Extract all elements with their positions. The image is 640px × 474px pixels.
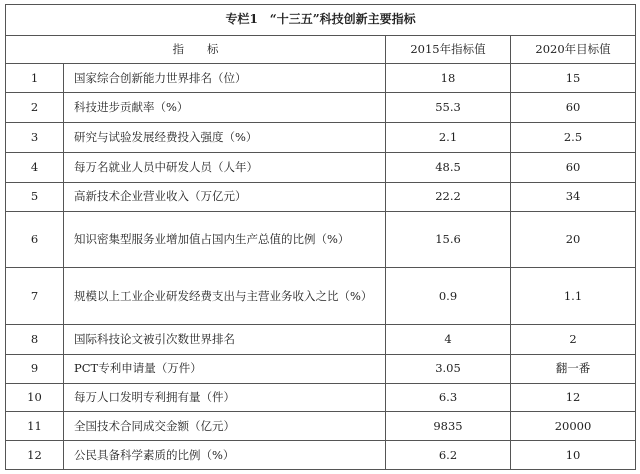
title-row	[6, 5, 636, 36]
row-indicator: 知识密集型服务业增加值占国内生产总值的比例（%）	[64, 211, 386, 268]
table-row	[6, 324, 636, 354]
row-value-2020: 2.5	[511, 123, 636, 153]
table-row	[6, 182, 636, 211]
row-value-2015: 55.3	[386, 93, 511, 123]
header-2015: 2015年指标值	[386, 35, 511, 63]
row-value-2015: 9835	[386, 412, 511, 441]
header-row	[6, 35, 636, 63]
row-value-2015: 6.3	[386, 383, 511, 412]
row-indicator: 国家综合创新能力世界排名（位）	[64, 63, 386, 93]
row-indicator: 研究与试验发展经费投入强度（%）	[64, 123, 386, 153]
header-2020: 2020年目标值	[511, 35, 636, 63]
table-row	[6, 153, 636, 183]
table-title: 专栏1 “十三五”科技创新主要指标	[6, 5, 636, 36]
row-number: 3	[6, 123, 64, 153]
table-row	[6, 412, 636, 441]
row-number: 9	[6, 354, 64, 383]
table-row	[6, 383, 636, 412]
row-indicator: 科技进步贡献率（%）	[64, 93, 386, 123]
row-number: 4	[6, 153, 64, 183]
row-indicator: PCT专利申请量（万件）	[64, 354, 386, 383]
row-value-2020: 60	[511, 93, 636, 123]
row-value-2020: 12	[511, 383, 636, 412]
row-number: 11	[6, 412, 64, 441]
row-value-2015: 6.2	[386, 441, 511, 470]
row-value-2015: 48.5	[386, 153, 511, 183]
row-value-2015: 3.05	[386, 354, 511, 383]
table-row	[6, 211, 636, 268]
row-number: 2	[6, 93, 64, 123]
row-value-2020: 20000	[511, 412, 636, 441]
row-number: 1	[6, 63, 64, 93]
row-value-2020: 34	[511, 182, 636, 211]
table-row	[6, 63, 636, 93]
row-value-2015: 15.6	[386, 211, 511, 268]
row-value-2015: 4	[386, 324, 511, 354]
row-number: 12	[6, 441, 64, 470]
row-value-2020: 15	[511, 63, 636, 93]
table-row	[6, 93, 636, 123]
row-value-2020: 1.1	[511, 268, 636, 325]
row-indicator: 每万名就业人员中研发人员（人年）	[64, 153, 386, 183]
indicators-table	[5, 4, 636, 470]
row-value-2020: 20	[511, 211, 636, 268]
row-indicator: 每万人口发明专利拥有量（件）	[64, 383, 386, 412]
row-indicator: 高新技术企业营业收入（万亿元）	[64, 182, 386, 211]
table-row	[6, 268, 636, 325]
row-value-2020: 翻一番	[511, 354, 636, 383]
table-row	[6, 123, 636, 153]
row-number: 10	[6, 383, 64, 412]
row-number: 8	[6, 324, 64, 354]
row-value-2015: 0.9	[386, 268, 511, 325]
row-number: 5	[6, 182, 64, 211]
row-indicator: 规模以上工业企业研发经费支出与主营业务收入之比（%）	[64, 268, 386, 325]
header-indicator: 指 标	[6, 35, 386, 63]
row-indicator: 全国技术合同成交金额（亿元）	[64, 412, 386, 441]
row-number: 7	[6, 268, 64, 325]
row-value-2015: 2.1	[386, 123, 511, 153]
row-value-2015: 18	[386, 63, 511, 93]
row-indicator: 公民具备科学素质的比例（%）	[64, 441, 386, 470]
row-indicator: 国际科技论文被引次数世界排名	[64, 324, 386, 354]
table-row	[6, 441, 636, 470]
row-value-2020: 60	[511, 153, 636, 183]
row-number: 6	[6, 211, 64, 268]
table-row	[6, 354, 636, 383]
row-value-2020: 10	[511, 441, 636, 470]
row-value-2020: 2	[511, 324, 636, 354]
row-value-2015: 22.2	[386, 182, 511, 211]
